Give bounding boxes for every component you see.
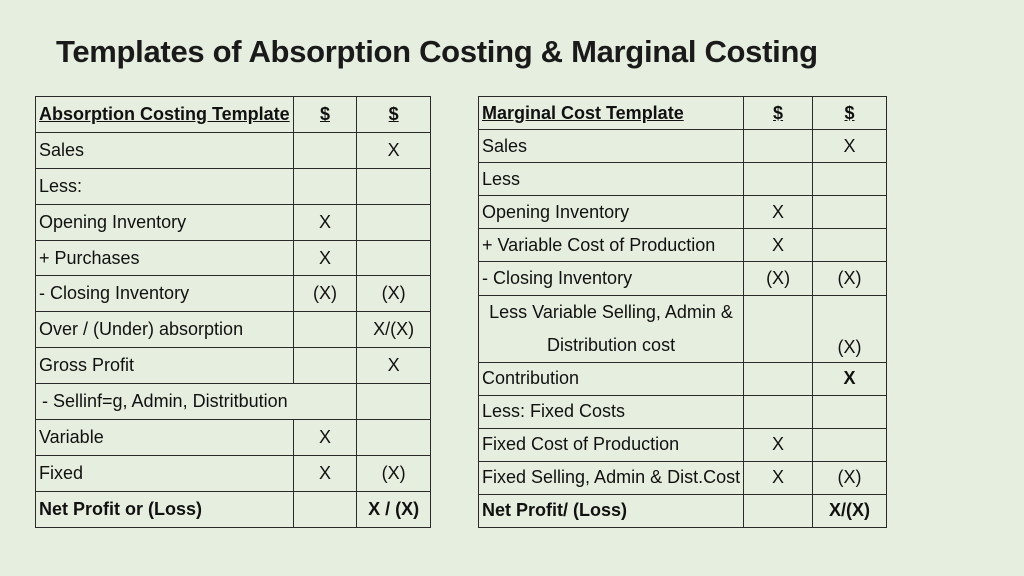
row-col1: X xyxy=(293,455,357,491)
row-col1: X xyxy=(744,461,813,494)
table-row xyxy=(36,420,431,456)
row-col2: X/(X) xyxy=(357,312,431,348)
row-col1: X xyxy=(744,196,813,229)
row-col2: (X) xyxy=(357,455,431,491)
row-label: - Sellinf=g, Admin, Distritbution xyxy=(36,384,357,420)
table-row xyxy=(36,240,431,276)
row-col1 xyxy=(744,494,813,527)
table-row xyxy=(36,455,431,491)
row-col2 xyxy=(813,229,887,262)
row-col2: X / (X) xyxy=(357,491,431,527)
table-row xyxy=(479,196,887,229)
row-col2 xyxy=(357,420,431,456)
row-col2: X xyxy=(357,348,431,384)
row-label: - Closing Inventory xyxy=(36,276,294,312)
table-row xyxy=(479,461,887,494)
row-col1: X xyxy=(293,420,357,456)
table-header-row xyxy=(479,97,887,130)
row-col2: (X) xyxy=(813,295,887,362)
row-col1: X xyxy=(744,428,813,461)
row-col1 xyxy=(293,312,357,348)
table-row xyxy=(479,262,887,295)
row-label: Gross Profit xyxy=(36,348,294,384)
row-col2: (X) xyxy=(813,262,887,295)
marginal-costing-table xyxy=(478,96,887,528)
row-label: Sales xyxy=(36,132,294,168)
row-label: + Purchases xyxy=(36,240,294,276)
row-col2: (X) xyxy=(813,461,887,494)
row-col1: X xyxy=(744,229,813,262)
row-col1: (X) xyxy=(744,262,813,295)
row-col1 xyxy=(744,295,813,362)
row-col2 xyxy=(357,384,431,420)
header-label: Absorption Costing Template xyxy=(36,97,294,133)
header-col2: $ xyxy=(813,97,887,130)
table-row xyxy=(36,348,431,384)
row-col1 xyxy=(744,163,813,196)
row-label: + Variable Cost of Production xyxy=(479,229,744,262)
table-row xyxy=(479,395,887,428)
row-col1 xyxy=(744,130,813,163)
row-label: Net Profit/ (Loss) xyxy=(479,494,744,527)
table-row xyxy=(479,428,887,461)
table-row xyxy=(479,163,887,196)
row-col2 xyxy=(813,163,887,196)
table-row xyxy=(36,312,431,348)
row-col1 xyxy=(293,168,357,204)
row-label: Contribution xyxy=(479,362,744,395)
row-col1: (X) xyxy=(293,276,357,312)
row-label: - Closing Inventory xyxy=(479,262,744,295)
row-col2 xyxy=(813,428,887,461)
header-col1: $ xyxy=(744,97,813,130)
table-row xyxy=(479,130,887,163)
row-col1: X xyxy=(293,240,357,276)
table-row xyxy=(479,229,887,262)
row-label: Opening Inventory xyxy=(36,204,294,240)
row-col2: (X) xyxy=(357,276,431,312)
row-label: Variable xyxy=(36,420,294,456)
header-col2: $ xyxy=(357,97,431,133)
row-col1 xyxy=(744,362,813,395)
table-row xyxy=(36,276,431,312)
table-row-total xyxy=(36,491,431,527)
row-col2 xyxy=(357,204,431,240)
row-col1 xyxy=(744,395,813,428)
row-col2 xyxy=(357,240,431,276)
row-col1 xyxy=(293,132,357,168)
table-row xyxy=(36,384,431,420)
row-label: Fixed Cost of Production xyxy=(479,428,744,461)
row-label: Less Variable Selling, Admin & Distribution cost xyxy=(479,295,744,362)
row-col2: X xyxy=(357,132,431,168)
absorption-costing-table xyxy=(35,96,431,528)
row-label: Less: xyxy=(36,168,294,204)
table-row-total xyxy=(479,494,887,527)
header-label: Marginal Cost Template xyxy=(479,97,744,130)
row-col1 xyxy=(293,491,357,527)
row-label: Fixed xyxy=(36,455,294,491)
row-col2 xyxy=(813,196,887,229)
page-title: Templates of Absorption Costing & Marginal Costing xyxy=(56,34,818,69)
row-label: Less xyxy=(479,163,744,196)
row-label: Sales xyxy=(479,130,744,163)
row-col1: X xyxy=(293,204,357,240)
row-label: Over / (Under) absorption xyxy=(36,312,294,348)
table-row xyxy=(36,168,431,204)
row-label: Fixed Selling, Admin & Dist.Cost xyxy=(479,461,744,494)
row-col2 xyxy=(813,395,887,428)
row-col1 xyxy=(293,348,357,384)
row-label: Opening Inventory xyxy=(479,196,744,229)
header-col1: $ xyxy=(293,97,357,133)
row-col2: X/(X) xyxy=(813,494,887,527)
table-row xyxy=(479,295,887,362)
table-header-row xyxy=(36,97,431,133)
row-col2 xyxy=(357,168,431,204)
row-label: Net Profit or (Loss) xyxy=(36,491,294,527)
row-col2: X xyxy=(813,362,887,395)
table-row xyxy=(36,132,431,168)
row-col2: X xyxy=(813,130,887,163)
table-row xyxy=(36,204,431,240)
table-row xyxy=(479,362,887,395)
row-label: Less: Fixed Costs xyxy=(479,395,744,428)
